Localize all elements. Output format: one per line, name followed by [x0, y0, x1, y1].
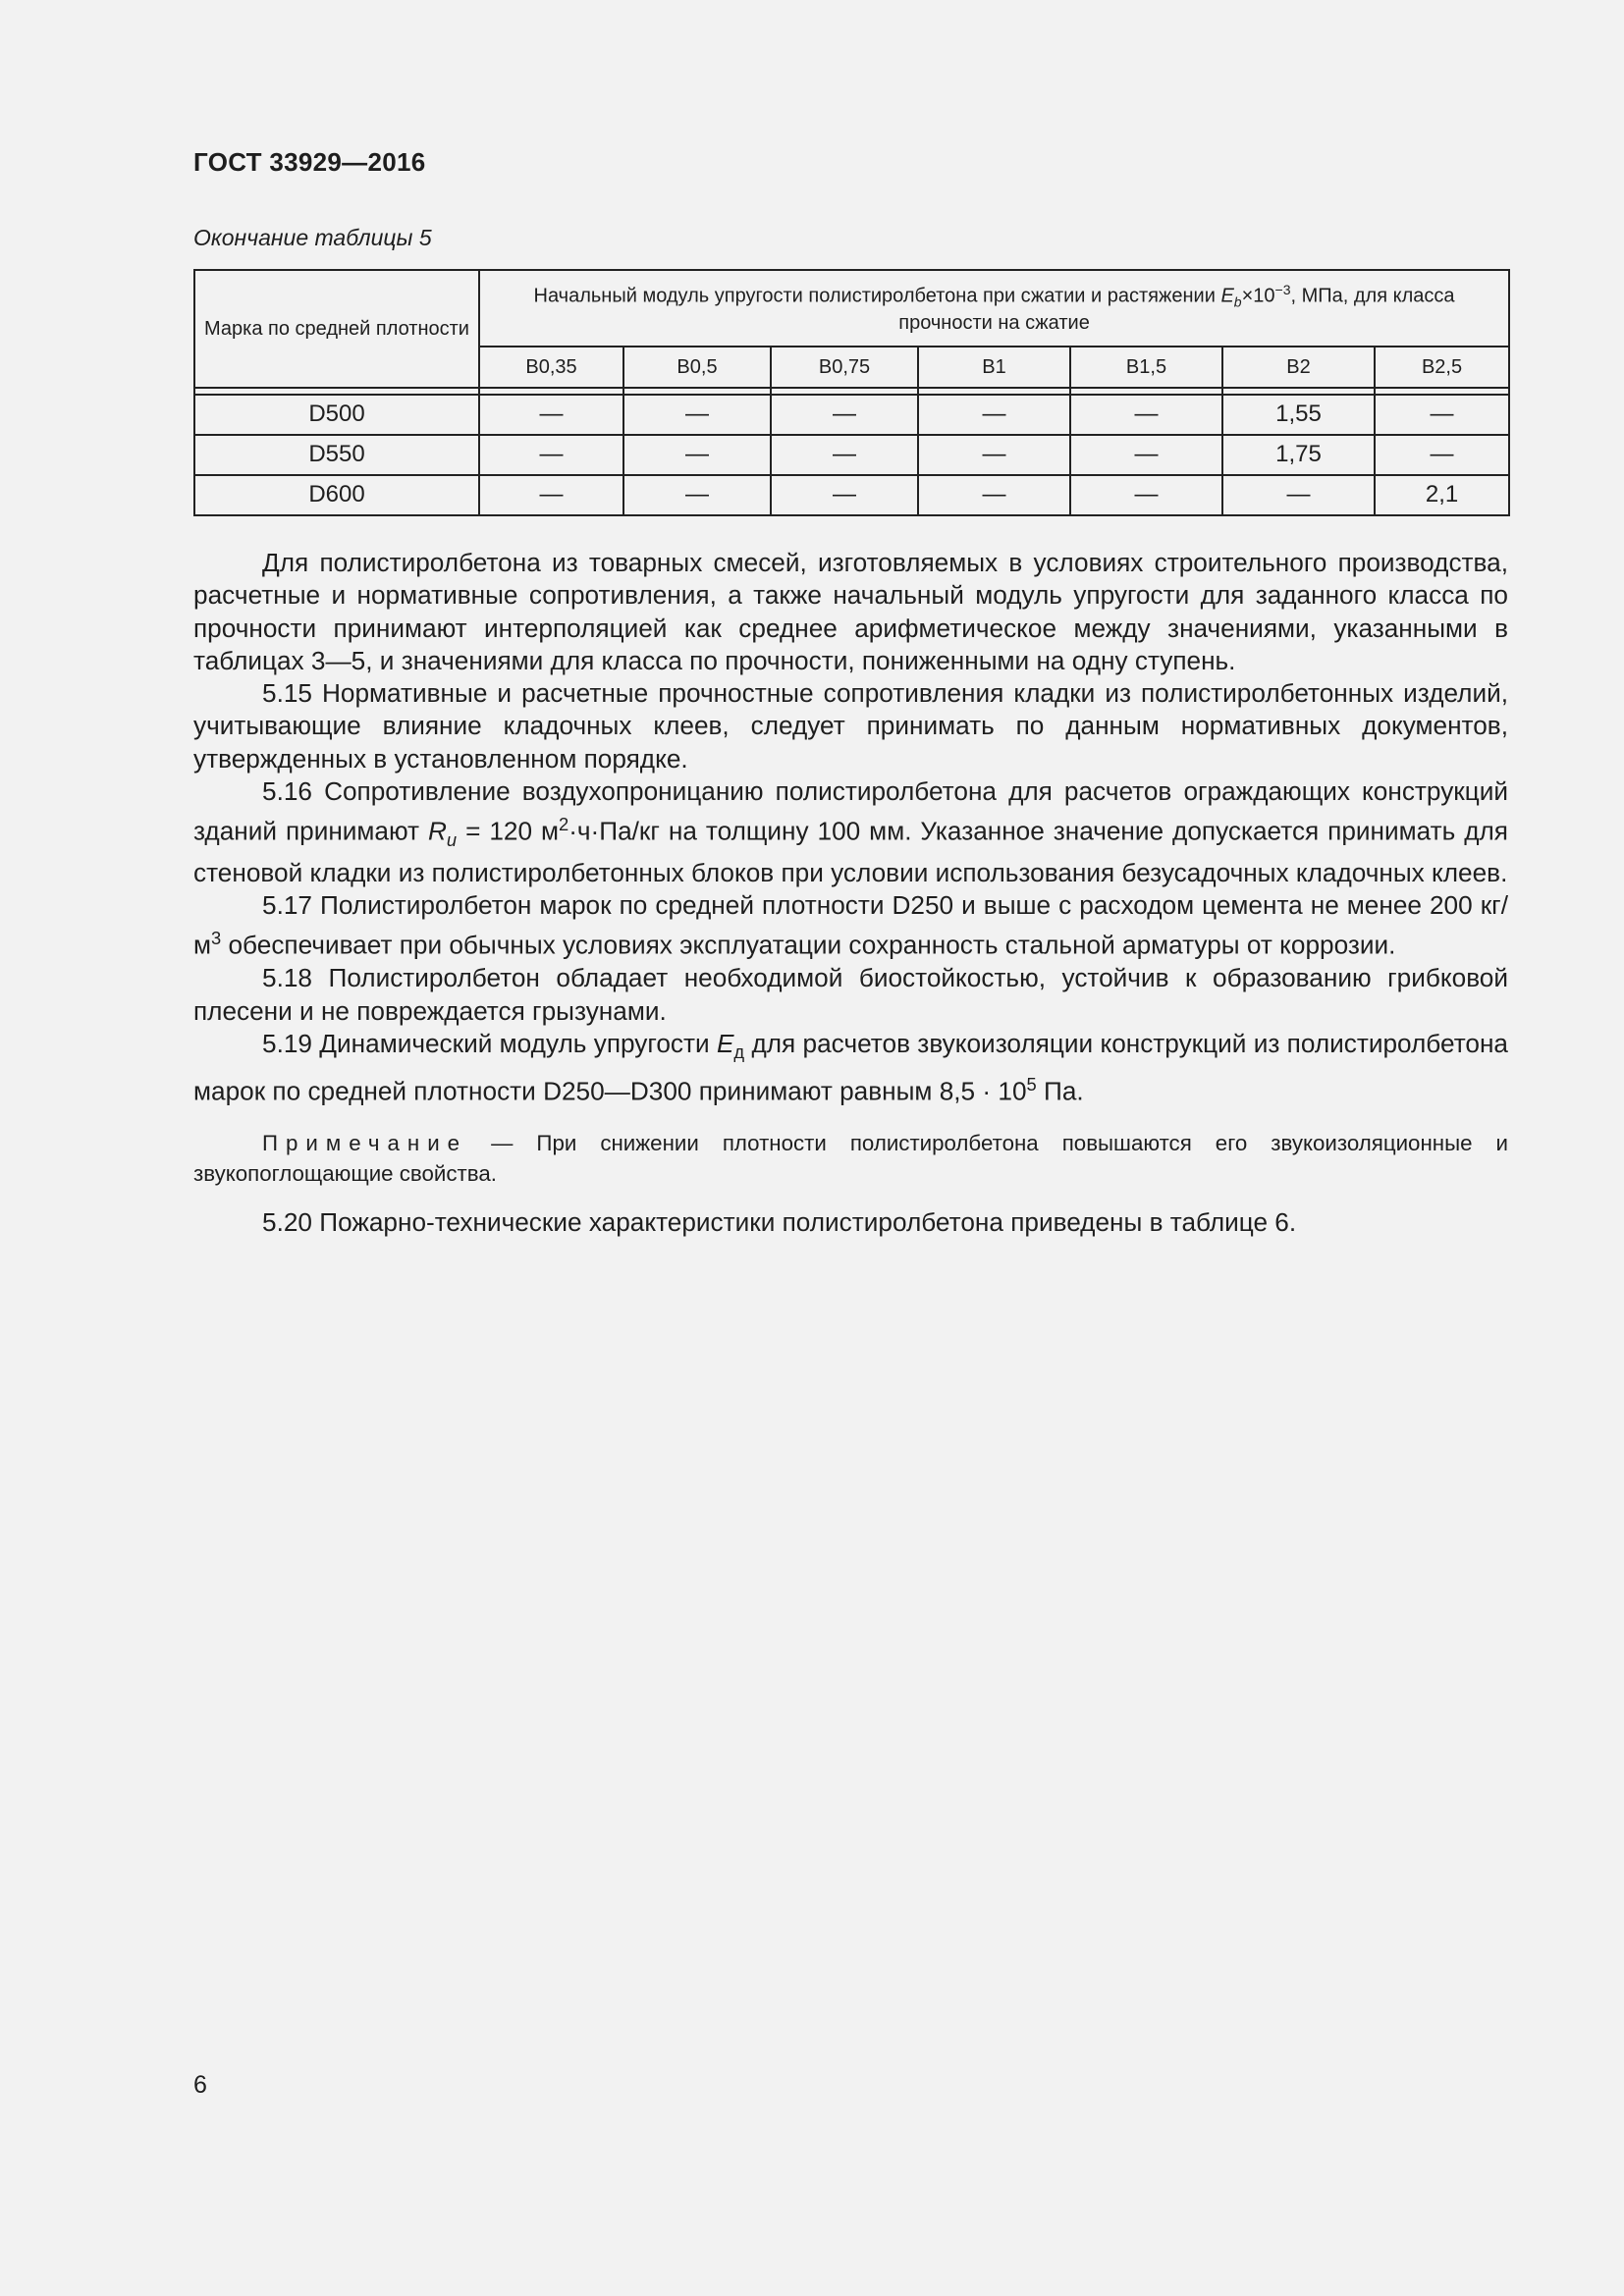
paragraph-5-20: 5.20 Пожарно-технические характеристики полистиролбетона приведены в таблице 6. [262, 1207, 1297, 1238]
value-cell: — [1070, 435, 1222, 475]
value-cell: — [918, 435, 1070, 475]
class-header: B1,5 [1070, 347, 1222, 388]
value-cell: 1,75 [1222, 435, 1375, 475]
grade-cell: D600 [194, 475, 479, 515]
table-row [194, 475, 1509, 515]
class-header: B0,35 [479, 347, 623, 388]
class-header: B2 [1222, 347, 1375, 388]
value-cell: — [1375, 395, 1509, 435]
header-separator [194, 388, 1509, 395]
grade-cell: D500 [194, 395, 479, 435]
column-header-grade: Марка по средней плотности [194, 270, 479, 388]
value-cell: — [623, 435, 771, 475]
paragraph-5-15: 5.15 Нормативные и расчетные прочностные сопротивления кладки из полистиролбетонных изделий, учитывающие влияние кладочных клеев, следует принимать по данным нормативных документов, утвержденных в установленном порядке. [193, 678, 1508, 774]
paragraph-5-19: 5.19 Динамический модуль упругости $E_д$ для расчетов звукоизоляции конструкций из полистиролбетона марок по средней плотности D250—D300 принимают равным $8,5 \cdot 10^5$ Па. [193, 1028, 1509, 1107]
note [193, 1128, 1508, 1189]
value-cell: 1,55 [1222, 395, 1375, 435]
value-cell: — [1222, 475, 1375, 515]
page-number: 6 [193, 2071, 207, 2099]
modulus-table [193, 269, 1510, 516]
value-cell: — [479, 475, 623, 515]
value-cell: — [918, 395, 1070, 435]
value-cell: — [479, 435, 623, 475]
table-caption: Окончание таблицы 5 [193, 225, 432, 250]
value-cell: 2,1 [1375, 475, 1509, 515]
body-text [193, 547, 1508, 1240]
table-row [194, 395, 1509, 435]
paragraph-5-18: 5.18 Полистиролбетон обладает необходимой биостойкостью, устойчив к образованию грибковой плесени и не повреждается грызунами. [193, 963, 1508, 1026]
value-cell: — [1070, 475, 1222, 515]
value-cell: — [771, 395, 918, 435]
class-header: B0,5 [623, 347, 771, 388]
value-cell: — [771, 435, 918, 475]
class-header: B1 [918, 347, 1070, 388]
value-cell: — [623, 395, 771, 435]
value-cell: — [1070, 395, 1222, 435]
column-header-modulus: Начальный модуль упругости полистиролбетона при сжатии и растяжении $E_b\times 10^{-3}$, МПа, для класса прочности на сжатие [479, 270, 1509, 347]
document-header: ГОСТ 33929—2016 [193, 147, 426, 177]
class-header: B0,75 [771, 347, 918, 388]
value-cell: — [1375, 435, 1509, 475]
value-cell: — [918, 475, 1070, 515]
value-cell: — [479, 395, 623, 435]
paragraph-intro: Для полистиролбетона из товарных смесей, изготовляемых в условиях строительного производства, расчетные и нормативные сопротивления, а также начальный модуль упругости для заданного класса по прочности принимают интерполяцией как среднее арифметическое между значениями, указанными в таблицах 3—5, и значениями для класса по прочности, пониженными на одну ступень. [193, 548, 1508, 675]
value-cell: — [771, 475, 918, 515]
note-text: — При снижении плотности полистиролбетона повышаются его звукоизоляционные и звукопоглощающие свойства. [193, 1131, 1508, 1187]
table-row [194, 435, 1509, 475]
note-label: Примечание [262, 1131, 468, 1156]
paragraph-5-17: 5.17 Полистиролбетон марок по средней плотности D250 и выше с расходом цемента не менее 200 $кг/м^3$ обеспечивает при обычных условиях эксплуатации сохранность стальной арматуры от коррозии. [193, 889, 1508, 960]
class-header: B2,5 [1375, 347, 1509, 388]
value-cell: — [623, 475, 771, 515]
grade-cell: D550 [194, 435, 479, 475]
paragraph-5-16: 5.16 Сопротивление воздухопроницанию полистиролбетона для расчетов ограждающих конструкций зданий принимают $R_u = 120$ $м^2\cdot ч\cdot Па/кг$ на толщину 100 мм. Указанное значение допускается принимать для стеновой кладки из полистиролбетонных блоков при условии использования безусадочных кладочных клеев. [193, 776, 1508, 887]
